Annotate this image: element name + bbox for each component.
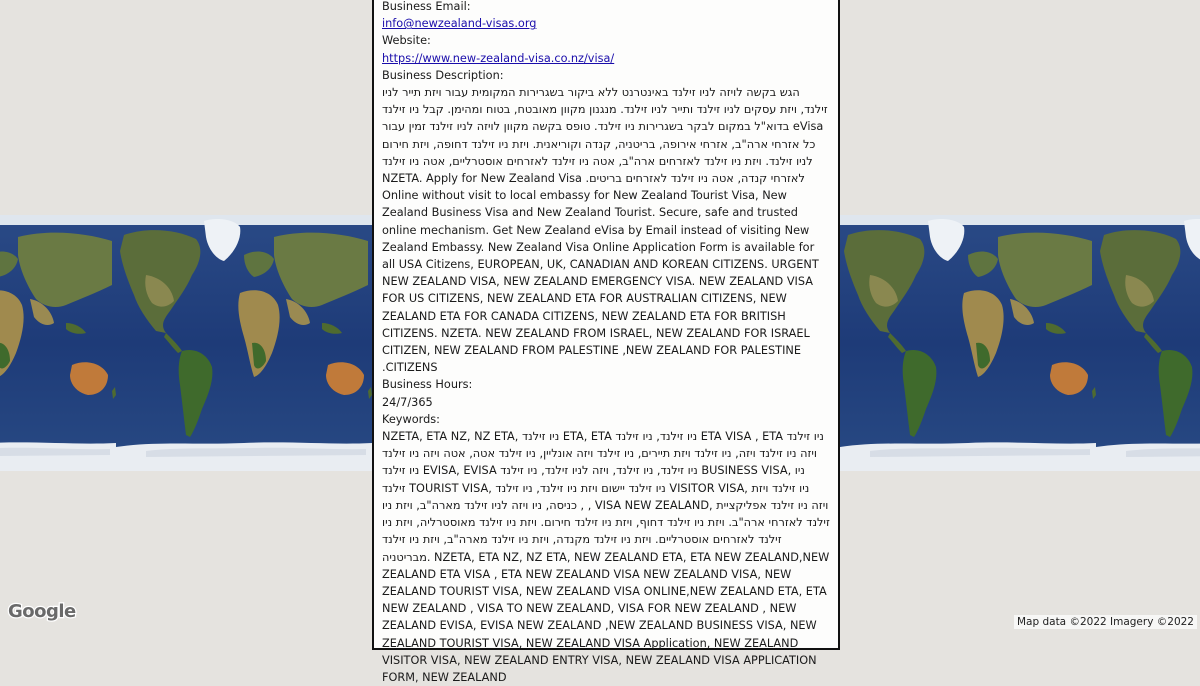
website-link[interactable]: https://www.new-zealand-visa.co.nz/visa/ — [382, 51, 615, 65]
business-info-card — [372, 0, 840, 684]
google-logo-text: Google — [8, 601, 76, 622]
website-label: Website: — [382, 34, 431, 48]
keywords-text: NZETA, ETA NZ, NZ ETA, ניו זילנד ETA, ETA ניו זילנד, ניו זילנד ETA VISA , ETA ניו זילנד ויזה ניו זילנד ויזה, ניו זילנד ויזת תיירים, ניו זילנד ויזה אונליין, ניו זילנד אטה, אטה ויזה ניו זילנד ניו זילנד EVISA, EVISA ניו זילנד, ניו זילנד, ויזה לניו זילנד, ניו זילנד BUSINESS VISA, ניו זילנד TOURIST VISA, ניו זילנד יישום ויזת ניו זילנד, ניו זילנד VISITOR VISA, ניו זילנד ויזת כניסה, ניו ויזה לניו זילנד מארה"ב, ויזת ניו , , VISA NEW ZEALAND, ויזה ניו זילנד אפליקציית זילנד לאזרחי ארה"ב. ויזת ניו זילנד דחוף, ויזת ניו זילנד חירום. ויזת ניו זילנד מאוסטרליה, ויזת ניו זילנד לאזרחים אוסטרליים. ויזת ניו זילנד מקנדה, ויזת ניו זילנד מארה"ב, ויזת ניו זילנד מבריטניה. NZETA, ETA NZ, NZ ETA, NEW ZEALAND ETA, ETA NEW ZEALAND,NEW ZEALAND ETA VISA , ETA NEW ZEALAND VISA NEW ZEALAND VISA, NEW ZEALAND TOURIST VISA, NEW ZEALAND VISA ONLINE,NEW ZEALAND ETA, ETA NEW ZEALAND , VISA TO NEW ZEALAND, VISA FOR NEW ZEALAND , NEW ZEALAND EVISA, EVISA NEW ZEALAND ,NEW ZEALAND BUSINESS VISA, NEW ZEALAND TOURIST VISA, NEW ZEALAND VISA Application, NEW ZEALAND VISITOR VISA, NEW ZEALAND ENTRY VISA, NEW ZEALAND VISA APPLICATION FORM, NEW ZEALAND — [382, 430, 830, 684]
keywords-label: Keywords: — [382, 412, 440, 426]
business-hours-value: 24/7/365 — [382, 395, 433, 409]
business-description-text: הגש בקשה לויזה לניו זילנד באינטרנט ללא ביקור בשגרירות המקומית עבור ויזת תייר לניו זילנד, ויזת עסקים לניו זילנד ותייר לניו זילנד. מנגנון מקוון מאובטח, בטוח ומהימן. קבל ניו זילנד eVisa בדוא"ל במקום לבקר בשגרירות ניו זילנד. טופס בקשה מקוון לויזה לניו זילנד זמין עבור כל אזרחי ארה"ב, אזרחי אירופה, בריטניה, קנדה וקוריאנית. ויזת ניו זילנד דחופה, ויזת חירום לניו זילנד. ויזת ניו זילנד לאזרחים ארה"ב, אטה ניו זילנד לאזרחים אוסטרליים, אטה ניו זילנד לאזרחי קנדה, אטה ניו זילנד לאזרחים בריטים. NZETA. Apply for New Zealand Visa Online without visit to local embassy for New Zealand Tourist Visa, New Zealand Business Visa and New Zealand Tourist. Secure, safe and trusted online mechanism. Get New Zealand eVisa by Email instead of visiting New Zealand Embassy. New Zealand Visa Online Application Form is available for all USA Citizens, EUROPEAN, UK, CANADIAN AND KOREAN CITIZENS. URGENT NEW ZEALAND VISA, NEW ZEALAND EMERGENCY VISA. NEW ZEALAND VISA FOR US CITIZENS, NEW ZEALAND ETA FOR AUSTRALIAN CITIZENS, NEW ZEALAND ETA FOR CANADA CITIZENS, NEW ZEALAND ETA FOR BRITISH CITIZENS. NZETA. NEW ZEALAND FROM ISRAEL, NEW ZEALAND FOR ISRAEL CITIZEN, NEW ZEALAND FROM PALESTINE ,NEW ZEALAND FOR PALESTINE CITIZENS. — [382, 86, 828, 375]
google-logo-icon — [8, 600, 76, 622]
google-logo[interactable] — [8, 600, 76, 627]
business-hours-label: Business Hours: — [382, 378, 473, 392]
map-attribution: Map data ©2022 Imagery ©2022 — [1014, 615, 1197, 629]
business-email-label: Business Email: — [382, 0, 471, 13]
business-description-label: Business Description: — [382, 68, 504, 82]
business-email-link[interactable]: info@newzealand-visas.org — [382, 17, 537, 31]
